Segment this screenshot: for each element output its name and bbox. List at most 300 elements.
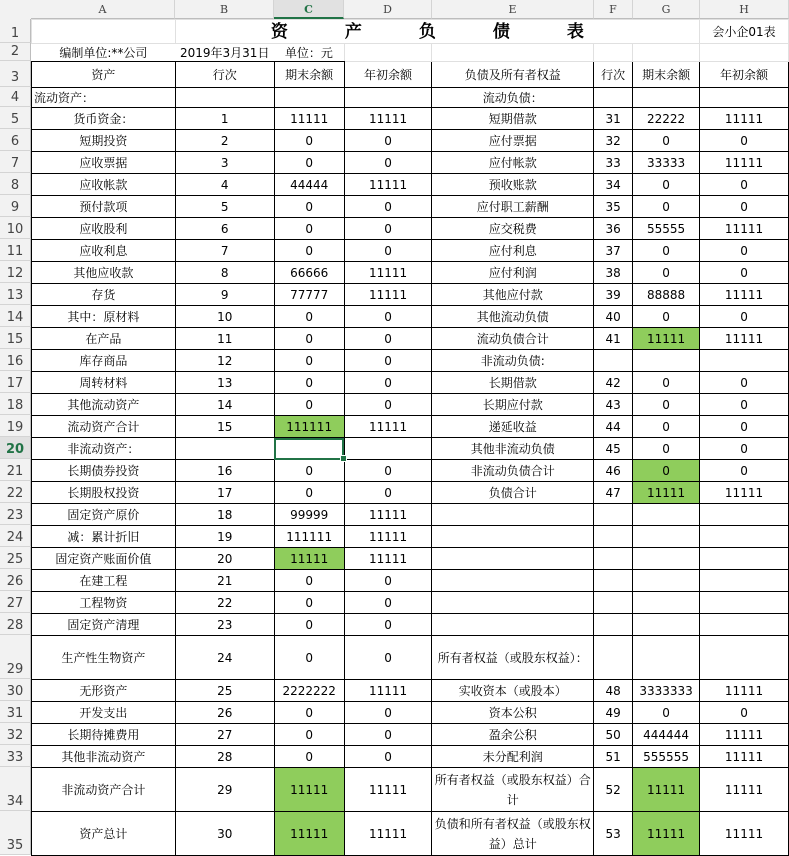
row-label[interactable]: 负债合计 [432, 482, 594, 504]
row-header-20[interactable]: 20 [0, 437, 31, 459]
column-header-e[interactable]: E [432, 0, 594, 19]
line-number[interactable]: 44 [594, 416, 633, 438]
row-label[interactable]: 货币资金： [32, 108, 176, 130]
column-header-a[interactable]: A [31, 0, 175, 19]
amount-cell[interactable]: 0 [344, 218, 432, 240]
row-label[interactable]: 非流动资产： [32, 438, 176, 460]
amount-cell[interactable] [633, 350, 700, 372]
row-header-7[interactable]: 7 [0, 151, 31, 173]
amount-cell[interactable]: 11111 [274, 108, 344, 130]
line-number[interactable] [594, 504, 633, 526]
amount-cell[interactable]: 11111 [344, 262, 432, 284]
line-number[interactable]: 21 [175, 570, 274, 592]
line-number[interactable]: 24 [175, 636, 274, 680]
amount-cell[interactable] [700, 614, 789, 636]
line-number[interactable]: 52 [594, 768, 633, 812]
amount-cell[interactable]: 0 [700, 196, 789, 218]
row-label[interactable]: 长期债券投资 [32, 460, 176, 482]
amount-cell[interactable] [633, 570, 700, 592]
amount-cell[interactable]: 555555 [633, 746, 700, 768]
amount-cell[interactable]: 0 [274, 240, 344, 262]
row-label[interactable]: 流动资产合计 [32, 416, 176, 438]
row-label[interactable]: 长期借款 [432, 372, 594, 394]
line-number[interactable]: 50 [594, 724, 633, 746]
amount-cell[interactable]: 0 [344, 130, 432, 152]
line-number[interactable]: 14 [175, 394, 274, 416]
amount-cell[interactable]: 0 [344, 702, 432, 724]
line-number[interactable]: 18 [175, 504, 274, 526]
row-label[interactable]: 应交税费 [432, 218, 594, 240]
amount-cell[interactable]: 0 [274, 218, 344, 240]
line-number[interactable] [594, 526, 633, 548]
row-label[interactable]: 资本公积 [432, 702, 594, 724]
org-label[interactable]: 编制单位:**公司 [32, 44, 176, 62]
row-label[interactable]: 应付帐款 [432, 152, 594, 174]
row-label[interactable]: 长期应付款 [432, 394, 594, 416]
line-number[interactable]: 40 [594, 306, 633, 328]
row-label[interactable]: 未分配利润 [432, 746, 594, 768]
amount-cell[interactable]: 22222 [633, 108, 700, 130]
column-heading[interactable]: 期末余额 [633, 62, 700, 88]
amount-cell[interactable]: 11111 [700, 768, 789, 812]
amount-cell[interactable] [700, 526, 789, 548]
line-number[interactable]: 45 [594, 438, 633, 460]
row-label[interactable] [432, 504, 594, 526]
row-header-11[interactable]: 11 [0, 239, 31, 261]
amount-cell[interactable]: 0 [344, 746, 432, 768]
amount-cell[interactable]: 0 [633, 460, 700, 482]
column-header-d[interactable]: D [344, 0, 432, 19]
row-label[interactable]: 开发支出 [32, 702, 176, 724]
amount-cell[interactable]: 0 [344, 482, 432, 504]
amount-cell[interactable]: 11111 [274, 548, 344, 570]
amount-cell[interactable] [700, 504, 789, 526]
amount-cell[interactable]: 0 [274, 306, 344, 328]
line-number[interactable]: 41 [594, 328, 633, 350]
amount-cell[interactable]: 0 [700, 130, 789, 152]
amount-cell[interactable]: 0 [700, 262, 789, 284]
amount-cell[interactable]: 0 [274, 130, 344, 152]
row-label[interactable]: 资产总计 [32, 812, 176, 856]
amount-cell[interactable]: 0 [700, 438, 789, 460]
line-number[interactable]: 19 [175, 526, 274, 548]
amount-cell[interactable]: 0 [633, 130, 700, 152]
row-label[interactable]: 固定资产清理 [32, 614, 176, 636]
amount-cell[interactable]: 11111 [700, 680, 789, 702]
row-label[interactable]: 应收股利 [32, 218, 176, 240]
line-number[interactable]: 4 [175, 174, 274, 196]
row-label[interactable]: 无形资产 [32, 680, 176, 702]
column-header-c[interactable]: C [274, 0, 344, 19]
amount-cell[interactable]: 11111 [633, 812, 700, 856]
line-number[interactable]: 37 [594, 240, 633, 262]
amount-cell[interactable]: 0 [700, 372, 789, 394]
amount-cell[interactable] [700, 570, 789, 592]
amount-cell[interactable]: 0 [633, 174, 700, 196]
row-header-2[interactable]: 2 [0, 43, 31, 61]
amount-cell[interactable]: 0 [344, 614, 432, 636]
amount-cell[interactable]: 0 [633, 702, 700, 724]
line-number[interactable]: 51 [594, 746, 633, 768]
amount-cell[interactable] [344, 438, 432, 460]
amount-cell[interactable]: 0 [633, 394, 700, 416]
row-label[interactable]: 所有者权益（或股东权益）合计 [432, 768, 594, 812]
row-label[interactable]: 短期投资 [32, 130, 176, 152]
line-number[interactable] [175, 438, 274, 460]
row-header-24[interactable]: 24 [0, 525, 31, 547]
amount-cell[interactable]: 0 [344, 306, 432, 328]
line-number[interactable]: 17 [175, 482, 274, 504]
column-header-f[interactable]: F [594, 0, 633, 19]
line-number[interactable]: 15 [175, 416, 274, 438]
amount-cell[interactable] [633, 88, 700, 108]
amount-cell[interactable]: 11111 [700, 218, 789, 240]
line-number[interactable]: 11 [175, 328, 274, 350]
line-number[interactable]: 7 [175, 240, 274, 262]
row-header-18[interactable]: 18 [0, 393, 31, 415]
amount-cell[interactable]: 0 [344, 394, 432, 416]
amount-cell[interactable]: 0 [344, 196, 432, 218]
line-number[interactable] [594, 88, 633, 108]
amount-cell[interactable]: 0 [344, 570, 432, 592]
amount-cell[interactable]: 11111 [700, 812, 789, 856]
line-number[interactable]: 42 [594, 372, 633, 394]
amount-cell[interactable]: 77777 [274, 284, 344, 306]
column-heading[interactable]: 资产 [32, 62, 176, 88]
row-header-4[interactable]: 4 [0, 87, 31, 107]
amount-cell[interactable]: 11111 [633, 328, 700, 350]
amount-cell[interactable]: 11111 [344, 680, 432, 702]
row-label[interactable]: 所有者权益（或股东权益）： [432, 636, 594, 680]
amount-cell[interactable]: 11111 [700, 724, 789, 746]
row-label[interactable]: 流动资产： [32, 88, 176, 108]
row-label[interactable]: 短期借款 [432, 108, 594, 130]
row-label[interactable]: 长期股权投资 [32, 482, 176, 504]
line-number[interactable]: 1 [175, 108, 274, 130]
row-label[interactable]: 应付利润 [432, 262, 594, 284]
row-label[interactable]: 周转材料 [32, 372, 176, 394]
line-number[interactable]: 23 [175, 614, 274, 636]
column-heading[interactable]: 期末余额 [274, 62, 344, 88]
row-label[interactable]: 流动负债： [432, 88, 594, 108]
line-number[interactable]: 3 [175, 152, 274, 174]
column-header-g[interactable]: G [633, 0, 700, 19]
amount-cell[interactable]: 0 [700, 240, 789, 262]
row-label[interactable]: 负债和所有者权益（或股东权益）总计 [432, 812, 594, 856]
row-label[interactable]: 应收利息 [32, 240, 176, 262]
amount-cell[interactable]: 0 [633, 196, 700, 218]
amount-cell[interactable] [700, 636, 789, 680]
amount-cell[interactable]: 444444 [633, 724, 700, 746]
amount-cell[interactable]: 11111 [344, 548, 432, 570]
cell-grid[interactable] [31, 19, 789, 856]
line-number[interactable]: 34 [594, 174, 633, 196]
amount-cell[interactable]: 0 [633, 240, 700, 262]
row-header-29[interactable]: 29 [0, 635, 31, 679]
row-header-1[interactable]: 1 [0, 19, 31, 43]
amount-cell[interactable]: 33333 [633, 152, 700, 174]
amount-cell[interactable]: 11111 [700, 482, 789, 504]
amount-cell[interactable]: 11111 [633, 482, 700, 504]
line-number[interactable]: 46 [594, 460, 633, 482]
line-number[interactable]: 31 [594, 108, 633, 130]
empty-cell[interactable] [344, 44, 432, 62]
row-label[interactable]: 库存商品 [32, 350, 176, 372]
line-number[interactable]: 47 [594, 482, 633, 504]
row-label[interactable] [432, 614, 594, 636]
amount-cell[interactable]: 11111 [344, 812, 432, 856]
row-label[interactable]: 其他流动资产 [32, 394, 176, 416]
amount-cell[interactable]: 11111 [344, 108, 432, 130]
amount-cell[interactable] [633, 614, 700, 636]
row-header-19[interactable]: 19 [0, 415, 31, 437]
amount-cell[interactable]: 111111 [274, 526, 344, 548]
amount-cell[interactable]: 44444 [274, 174, 344, 196]
amount-cell[interactable]: 0 [274, 350, 344, 372]
row-header-14[interactable]: 14 [0, 305, 31, 327]
row-label[interactable]: 其中：原材料 [32, 306, 176, 328]
amount-cell[interactable]: 11111 [344, 526, 432, 548]
row-label[interactable] [432, 548, 594, 570]
amount-cell[interactable]: 55555 [633, 218, 700, 240]
amount-cell[interactable]: 0 [344, 328, 432, 350]
amount-cell[interactable]: 0 [344, 460, 432, 482]
amount-cell[interactable]: 0 [274, 702, 344, 724]
amount-cell[interactable] [633, 526, 700, 548]
row-label[interactable]: 其他非流动负债 [432, 438, 594, 460]
empty-cell[interactable] [32, 20, 176, 44]
line-number[interactable]: 9 [175, 284, 274, 306]
row-header-32[interactable]: 32 [0, 723, 31, 745]
row-label[interactable]: 应付职工薪酬 [432, 196, 594, 218]
amount-cell[interactable]: 0 [700, 174, 789, 196]
row-label[interactable] [432, 570, 594, 592]
empty-cell[interactable] [633, 44, 700, 62]
line-number[interactable] [594, 570, 633, 592]
row-header-10[interactable]: 10 [0, 217, 31, 239]
amount-cell[interactable] [700, 350, 789, 372]
amount-cell[interactable]: 66666 [274, 262, 344, 284]
amount-cell[interactable]: 0 [274, 592, 344, 614]
row-label[interactable]: 工程物资 [32, 592, 176, 614]
amount-cell[interactable]: 0 [344, 592, 432, 614]
amount-cell[interactable]: 0 [274, 328, 344, 350]
amount-cell[interactable]: 0 [274, 614, 344, 636]
column-heading[interactable]: 年初余额 [700, 62, 789, 88]
row-header-26[interactable]: 26 [0, 569, 31, 591]
row-label[interactable]: 递延收益 [432, 416, 594, 438]
empty-cell[interactable] [700, 44, 789, 62]
line-number[interactable]: 2 [175, 130, 274, 152]
line-number[interactable]: 13 [175, 372, 274, 394]
amount-cell[interactable]: 11111 [700, 152, 789, 174]
line-number[interactable]: 26 [175, 702, 274, 724]
amount-cell[interactable]: 0 [344, 240, 432, 262]
amount-cell[interactable]: 0 [633, 416, 700, 438]
form-code[interactable]: 会小企01表 [700, 20, 789, 44]
line-number[interactable]: 43 [594, 394, 633, 416]
line-number[interactable]: 5 [175, 196, 274, 218]
line-number[interactable] [594, 614, 633, 636]
row-header-3[interactable]: 3 [0, 61, 31, 87]
amount-cell[interactable]: 0 [700, 416, 789, 438]
amount-cell[interactable]: 0 [274, 152, 344, 174]
amount-cell[interactable]: 11111 [344, 504, 432, 526]
row-label[interactable]: 流动负债合计 [432, 328, 594, 350]
column-heading[interactable]: 年初余额 [344, 62, 432, 88]
row-header-33[interactable]: 33 [0, 745, 31, 767]
column-header-h[interactable]: H [700, 0, 789, 19]
column-heading[interactable]: 行次 [594, 62, 633, 88]
unit-label[interactable]: 单位：元 [274, 44, 344, 62]
amount-cell[interactable] [344, 88, 432, 108]
amount-cell[interactable]: 0 [274, 724, 344, 746]
row-label[interactable]: 应付利息 [432, 240, 594, 262]
row-label[interactable] [432, 526, 594, 548]
column-header-b[interactable]: B [175, 0, 274, 19]
row-header-25[interactable]: 25 [0, 547, 31, 569]
row-header-13[interactable]: 13 [0, 283, 31, 305]
row-header-9[interactable]: 9 [0, 195, 31, 217]
row-label[interactable]: 其他非流动资产 [32, 746, 176, 768]
row-label[interactable]: 减：累计折旧 [32, 526, 176, 548]
row-header-31[interactable]: 31 [0, 701, 31, 723]
line-number[interactable] [594, 350, 633, 372]
row-label[interactable]: 存货 [32, 284, 176, 306]
row-label[interactable]: 在产品 [32, 328, 176, 350]
amount-cell[interactable]: 0 [274, 372, 344, 394]
line-number[interactable] [175, 88, 274, 108]
row-label[interactable]: 其他应付款 [432, 284, 594, 306]
amount-cell[interactable]: 11111 [344, 284, 432, 306]
amount-cell[interactable]: 0 [274, 570, 344, 592]
row-header-8[interactable]: 8 [0, 173, 31, 195]
line-number[interactable]: 22 [175, 592, 274, 614]
amount-cell[interactable]: 88888 [633, 284, 700, 306]
row-label[interactable]: 非流动负债: [432, 350, 594, 372]
amount-cell[interactable]: 0 [274, 196, 344, 218]
row-header-6[interactable]: 6 [0, 129, 31, 151]
amount-cell[interactable]: 2222222 [274, 680, 344, 702]
amount-cell[interactable]: 11111 [700, 108, 789, 130]
amount-cell[interactable]: 0 [274, 636, 344, 680]
row-header-27[interactable]: 27 [0, 591, 31, 613]
line-number[interactable]: 10 [175, 306, 274, 328]
amount-cell[interactable]: 0 [700, 394, 789, 416]
line-number[interactable]: 35 [594, 196, 633, 218]
line-number[interactable]: 48 [594, 680, 633, 702]
row-label[interactable]: 应付票据 [432, 130, 594, 152]
line-number[interactable]: 32 [594, 130, 633, 152]
line-number[interactable]: 12 [175, 350, 274, 372]
amount-cell[interactable]: 0 [274, 460, 344, 482]
row-label[interactable]: 非流动负债合计 [432, 460, 594, 482]
row-header-17[interactable]: 17 [0, 371, 31, 393]
amount-cell[interactable]: 11111 [344, 768, 432, 812]
amount-cell[interactable]: 0 [344, 724, 432, 746]
amount-cell[interactable]: 11111 [274, 812, 344, 856]
amount-cell[interactable] [633, 592, 700, 614]
row-header-23[interactable]: 23 [0, 503, 31, 525]
sheet-title[interactable]: 资 产 负 债 表 [175, 20, 699, 44]
row-header-30[interactable]: 30 [0, 679, 31, 701]
line-number[interactable]: 36 [594, 218, 633, 240]
line-number[interactable]: 49 [594, 702, 633, 724]
amount-cell[interactable]: 0 [344, 636, 432, 680]
row-label[interactable]: 实收资本（或股本） [432, 680, 594, 702]
row-header-5[interactable]: 5 [0, 107, 31, 129]
row-label[interactable]: 预付款项 [32, 196, 176, 218]
line-number[interactable]: 53 [594, 812, 633, 856]
line-number[interactable]: 33 [594, 152, 633, 174]
amount-cell[interactable]: 3333333 [633, 680, 700, 702]
amount-cell[interactable]: 0 [344, 350, 432, 372]
amount-cell[interactable]: 0 [344, 372, 432, 394]
row-label[interactable]: 其他应收款 [32, 262, 176, 284]
row-header-28[interactable]: 28 [0, 613, 31, 635]
row-header-22[interactable]: 22 [0, 481, 31, 503]
amount-cell[interactable] [633, 548, 700, 570]
row-label[interactable]: 生产性生物资产 [32, 636, 176, 680]
amount-cell[interactable]: 11111 [700, 328, 789, 350]
amount-cell[interactable] [700, 592, 789, 614]
column-heading[interactable]: 行次 [175, 62, 274, 88]
line-number[interactable]: 30 [175, 812, 274, 856]
amount-cell[interactable] [633, 504, 700, 526]
amount-cell[interactable]: 0 [700, 702, 789, 724]
row-label[interactable] [432, 592, 594, 614]
amount-cell[interactable]: 0 [700, 460, 789, 482]
fill-handle[interactable] [340, 455, 347, 462]
report-date[interactable]: 2019年3月31日 [175, 44, 274, 62]
line-number[interactable]: 25 [175, 680, 274, 702]
row-header-12[interactable]: 12 [0, 261, 31, 283]
line-number[interactable] [594, 592, 633, 614]
line-number[interactable]: 8 [175, 262, 274, 284]
line-number[interactable]: 16 [175, 460, 274, 482]
amount-cell[interactable]: 0 [700, 306, 789, 328]
amount-cell[interactable]: 11111 [700, 746, 789, 768]
row-label[interactable]: 盈余公积 [432, 724, 594, 746]
line-number[interactable]: 39 [594, 284, 633, 306]
line-number[interactable] [594, 548, 633, 570]
line-number[interactable]: 38 [594, 262, 633, 284]
amount-cell[interactable]: 11111 [633, 768, 700, 812]
amount-cell[interactable]: 11111 [344, 174, 432, 196]
row-header-21[interactable]: 21 [0, 459, 31, 481]
amount-cell[interactable]: 0 [274, 746, 344, 768]
amount-cell[interactable]: 111111 [274, 416, 344, 438]
empty-cell[interactable] [432, 44, 594, 62]
amount-cell[interactable]: 99999 [274, 504, 344, 526]
amount-cell[interactable]: 0 [633, 306, 700, 328]
amount-cell[interactable] [700, 548, 789, 570]
row-label[interactable]: 非流动资产合计 [32, 768, 176, 812]
row-header-35[interactable]: 35 [0, 811, 31, 855]
row-label[interactable]: 长期待摊费用 [32, 724, 176, 746]
amount-cell[interactable]: 11111 [344, 416, 432, 438]
amount-cell[interactable]: 0 [633, 262, 700, 284]
row-header-16[interactable]: 16 [0, 349, 31, 371]
amount-cell[interactable]: 0 [274, 482, 344, 504]
amount-cell[interactable]: 0 [344, 152, 432, 174]
amount-cell[interactable]: 11111 [274, 768, 344, 812]
amount-cell[interactable] [274, 88, 344, 108]
row-label[interactable]: 固定资产账面价值 [32, 548, 176, 570]
row-label[interactable]: 在建工程 [32, 570, 176, 592]
row-label[interactable]: 应收票据 [32, 152, 176, 174]
line-number[interactable]: 28 [175, 746, 274, 768]
